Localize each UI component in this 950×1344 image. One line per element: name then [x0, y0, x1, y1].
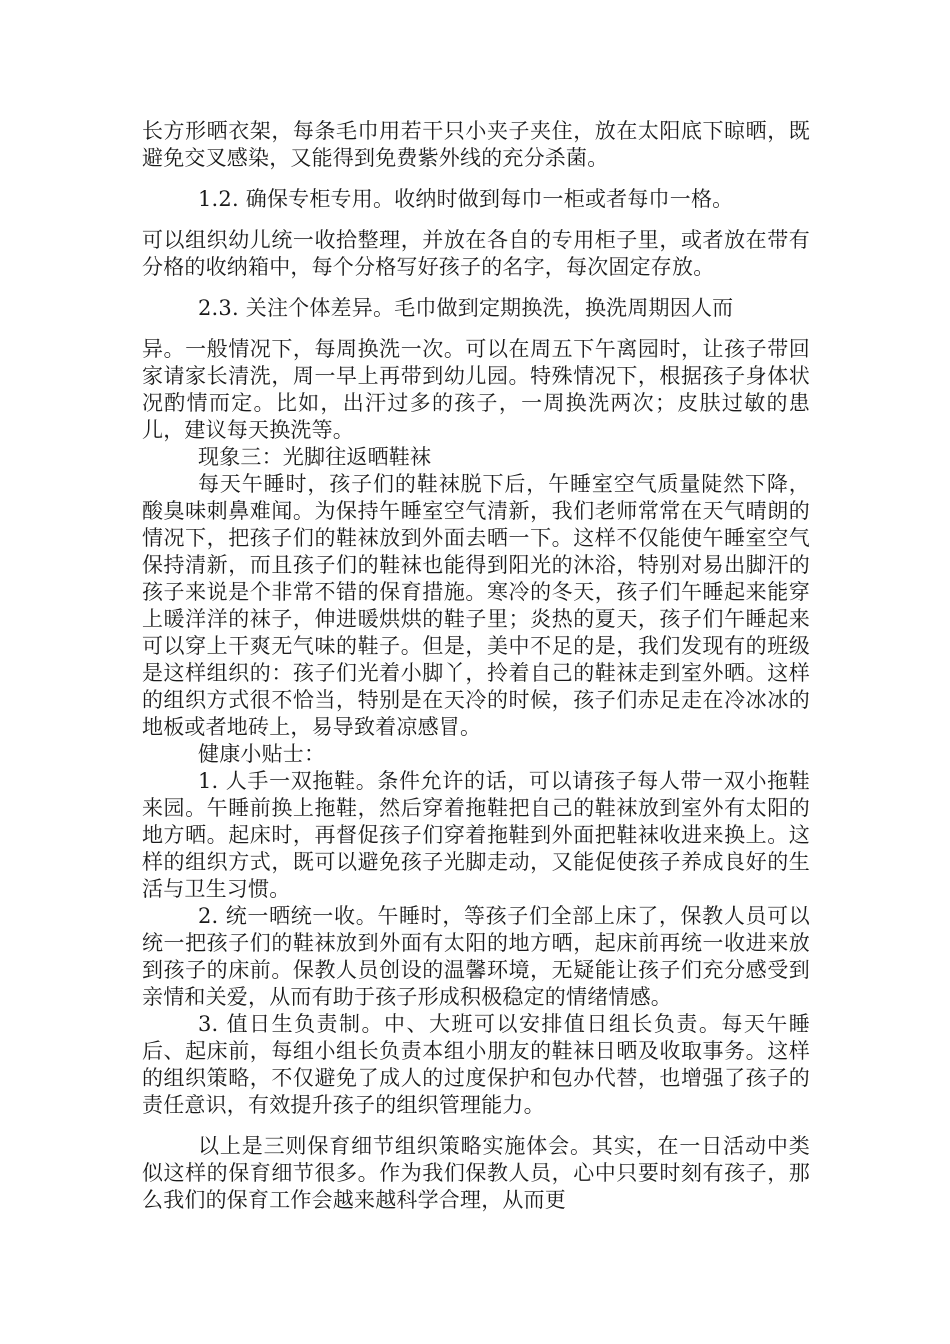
document-body [142, 118, 810, 1214]
paragraph-tip-3: 3. 值日生负责制。中、大班可以安排值日组长负责。每天午睡后、起床前，每组小组长负责本组小朋友的鞋袜日晒及收取事务。这样的组织策略，不仅避免了成人的过度保护和包办代替，也增强了孩子的责任意识，有效提升孩子的组织管理能力。 [142, 1012, 810, 1117]
paragraph-tip-1: 1. 人手一双拖鞋。条件允许的话，可以请孩子每人带一双小拖鞋来园。午睡前换上拖鞋，然后穿着拖鞋把自己的鞋袜放到室外有太阳的地方晒。起床时，再督促孩子们穿着拖鞋到外面把鞋袜收进来换上。这样的组织方式，既可以避免孩子光脚走动，又能促使孩子养成良好的生活与卫生习惯。 [142, 769, 810, 901]
paragraph-conclusion: 以上是三则保育细节组织策略实施体会。其实，在一日活动中类似这样的保育细节很多。作为我们保教人员，心中只要时刻有孩子，那么我们的保育工作会越来越科学合理，从而更 [142, 1134, 810, 1212]
paragraph-point-1-2-body: 可以组织幼儿统一收拾整理，并放在各自的专用柜子里，或者放在带有分格的收纳箱中，每个分格写好孩子的名字，每次固定存放。 [142, 228, 810, 279]
section-heading-phenomenon-three: 现象三：光脚往返晒鞋袜 [198, 445, 432, 469]
paragraph-point-1-2-heading: 1.2. 确保专柜专用。收纳时做到每巾一柜或者每巾一格。 [198, 187, 734, 211]
paragraph-point-2-3-body: 异。一般情况下，每周换洗一次。可以在周五下午离园时，让孩子带回家请家长清洗，周一早上再带到幼儿园。特殊情况下，根据孩子身体状况酌情而定。比如，出汗过多的孩子，一周换洗两次；皮肤过敏的患儿，建议每天换洗等。 [142, 337, 810, 442]
section-heading-health-tips: 健康小贴士： [198, 742, 326, 766]
paragraph-point-2-3-heading: 2.3. 关注个体差异。毛巾做到定期换洗，换洗周期因人而 [198, 296, 734, 320]
paragraph-tip-2: 2. 统一晒统一收。午睡时，等孩子们全部上床了，保教人员可以统一把孩子们的鞋袜放到外面有太阳的地方晒，起床前再统一收进来放到孩子的床前。保教人员创设的温馨环境，无疑能让孩子们充分感受到亲情和关爱，从而有助于孩子形成积极稳定的情绪情感。 [142, 904, 810, 1009]
paragraph-towel-drying: 长方形晒衣架，每条毛巾用若干只小夹子夹住，放在太阳底下晾晒，既避免交叉感染，又能得到免费紫外线的充分杀菌。 [142, 119, 810, 170]
paragraph-phenomenon-three-body: 每天午睡时，孩子们的鞋袜脱下后，午睡室空气质量陡然下降，酸臭味刺鼻难闻。为保持午睡室空气清新，我们老师常常在天气晴朗的情况下，把孩子们的鞋袜放到外面去晒一下。这样不仅能使午睡室空气保持清新，而且孩子们的鞋袜也能得到阳光的沐浴，特别对易出脚汗的孩子来说是个非常不错的保育措施。寒冷的冬天，孩子们午睡起来能穿上暖洋洋的袜子，伸进暖烘烘的鞋子里；炎热的夏天，孩子们午睡起来可以穿上干爽无气味的鞋子。但是，美中不足的是，我们发现有的班级是这样组织的：孩子们光着小脚丫，拎着自己的鞋袜走到室外晒。这样的组织方式很不恰当，特别是在天冷的时候，孩子们赤足走在冷冰冰的地板或者地砖上，易导致着凉感冒。 [142, 472, 810, 739]
